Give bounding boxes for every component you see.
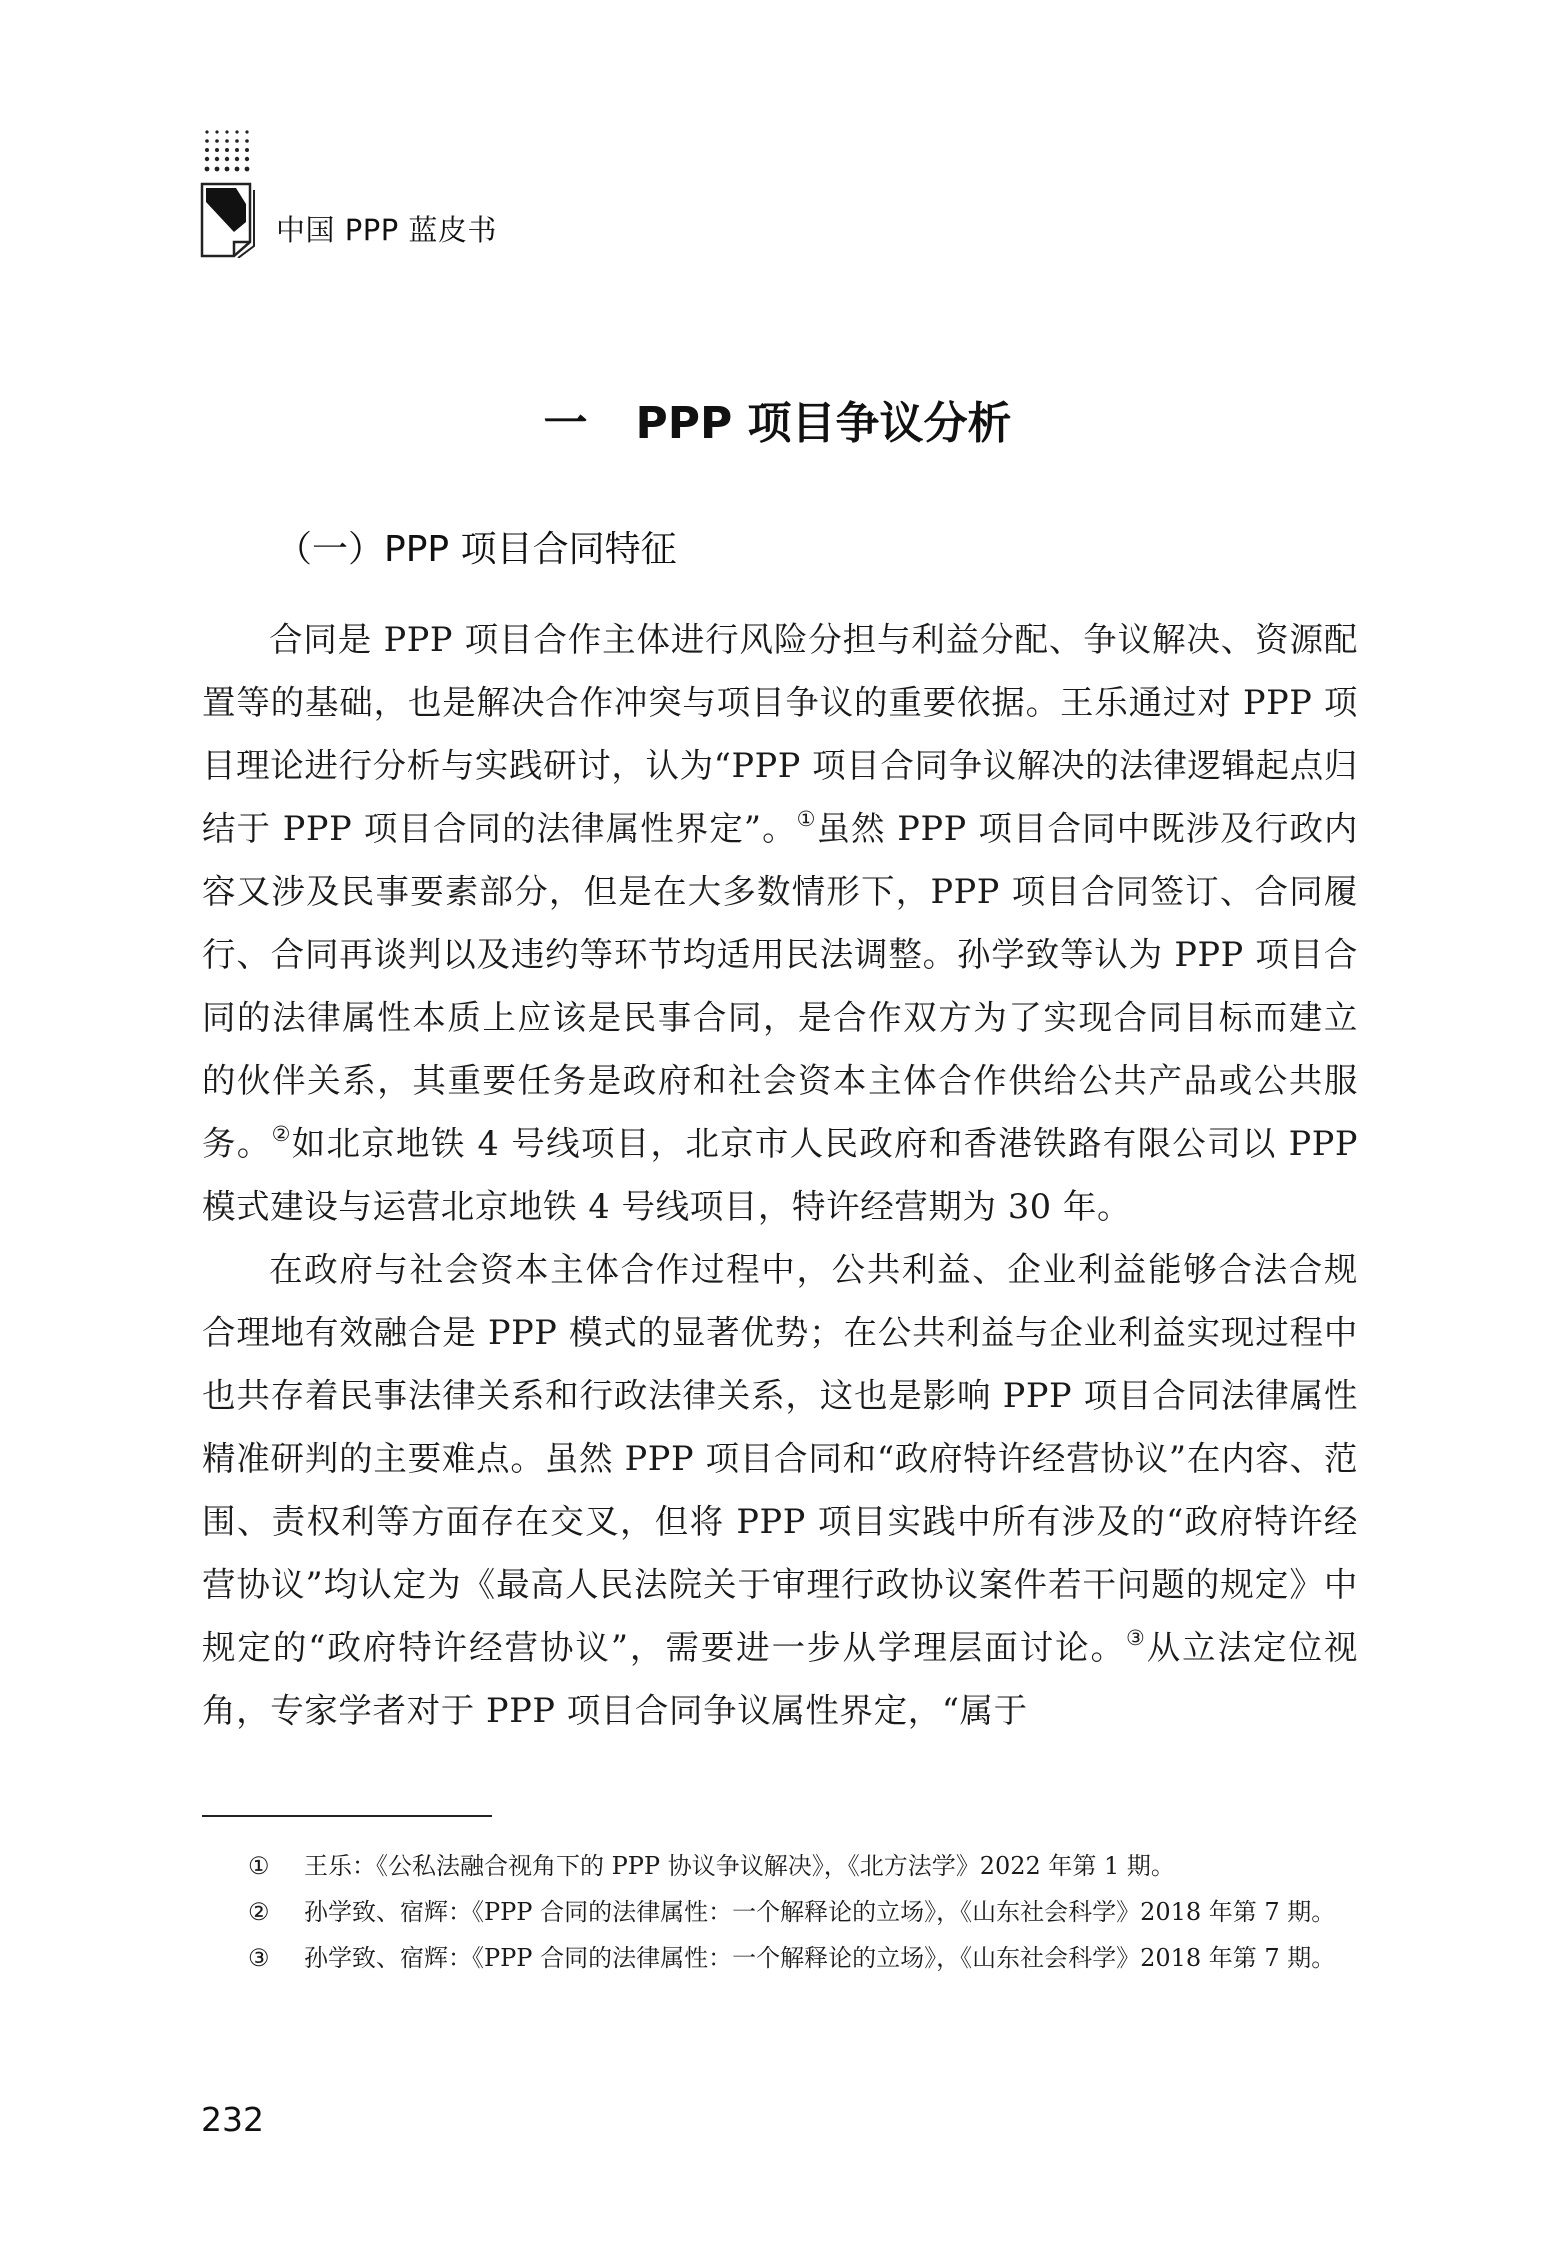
paragraph-text: 如北京地铁 4 号线项目，北京市人民政府和香港铁路有限公司以 PPP 模式建设与运营北京地铁 4 号线项目，特许经营期为 30 年。	[202, 1124, 1359, 1226]
subsection-heading: （一）PPP 项目合同特征	[276, 529, 677, 570]
footnote	[248, 1938, 1360, 1978]
footnote-ref[interactable]: ①	[796, 807, 817, 831]
body-text	[202, 608, 1358, 1742]
running-title: 中国 PPP 蓝皮书	[276, 213, 497, 247]
book-dots-logo-icon	[200, 182, 258, 258]
footnote	[248, 1846, 1360, 1886]
page-number: 232	[201, 2100, 264, 2139]
section-number: 一	[543, 398, 588, 449]
footnote-mark: ②	[248, 1898, 270, 1926]
paragraph-text: 从立法定位视角，专家学者对于 PPP 项目合同争议属性界定，“属于	[202, 1628, 1358, 1730]
section-heading	[0, 387, 1555, 451]
footnote-text: 王乐：《公私法融合视角下的 PPP 协议争议解决》，《北方法学》2022 年第 1 期。	[304, 1852, 1175, 1880]
footnote-ref[interactable]: ③	[1125, 1626, 1147, 1650]
footnote-mark: ①	[248, 1852, 270, 1880]
paragraph-text: 在政府与社会资本主体合作过程中，公共利益、企业利益能够合法合规合理地有效融合是 PPP 模式的显著优势；在公共利益与企业利益实现过程中也共存着民事法律关系和行政法律关系，这也是影响 PPP 项目合同法律属性精准研判的主要难点。虽然 PPP 项目合同和“政府特许经营协议”在内容、范围、责权利等方面存在交叉，但将 PPP 项目实践中所有涉及的“政府特许经营协议”均认定为《最高人民法院关于审理行政协议案件若干问题的规定》中规定的“政府特许经营协议”，需要进一步从学理层面讨论。	[202, 1250, 1358, 1667]
paragraph	[202, 608, 1358, 1238]
footnote-text: 孙学致、宿辉：《PPP 合同的法律属性：一个解释论的立场》，《山东社会科学》2018 年第 7 期。	[304, 1898, 1336, 1926]
paragraph-text: 合同是 PPP 项目合作主体进行风险分担与利益分配、争议解决、资源配置等的基础，也是解决合作冲突与项目争议的重要依据。王乐通过对 PPP 项目理论进行分析与实践研讨，认为“PPP 项目合同争议解决的法律逻辑起点归结于 PPP 项目合同的法律属性界定”。	[202, 620, 1358, 848]
header-dots-icon	[203, 128, 251, 178]
paragraph	[202, 1238, 1358, 1742]
paragraph-text: 虽然 PPP 项目合同中既涉及行政内容又涉及民事要素部分，但是在大多数情形下，PPP 项目合同签订、合同履行、合同再谈判以及违约等环节均适用民法调整。孙学致等认为 PPP 项目合同的法律属性本质上应该是民事合同，是合作双方为了实现合同目标而建立的伙伴关系，其重要任务是政府和社会资本主体合作供给公共产品或公共服务。	[202, 809, 1358, 1163]
footnote-text: 孙学致、宿辉：《PPP 合同的法律属性：一个解释论的立场》，《山东社会科学》2018 年第 7 期。	[304, 1944, 1336, 1972]
footnote-ref[interactable]: ②	[271, 1122, 292, 1146]
footnote-divider	[202, 1815, 492, 1817]
footnotes	[248, 1846, 1360, 1984]
section-title: PPP 项目争议分析	[635, 398, 1012, 449]
footnote-mark: ③	[248, 1944, 270, 1972]
footnote	[248, 1892, 1360, 1932]
